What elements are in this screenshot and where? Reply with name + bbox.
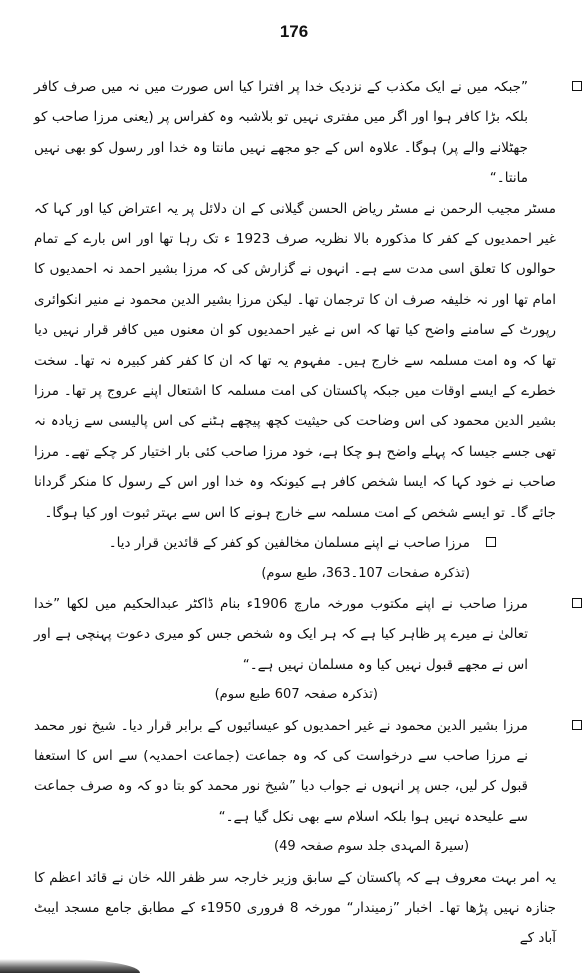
paragraph-text: مرزا بشیر الدین محمود نے غیر احمدیوں کو عیسائیوں کے برابر قرار دیا۔ شیخ نور محمد نے مرزا صاحب سے درخواست کی کہ وہ جماعت (جماعت احمدیہ) سے اس کا استعفا قبول کر لیں، جس پر انہوں نے جواب دیا ”شیخ نور محمد کو بتا دو کہ وہ صرف جماعت سے علیحدہ نہیں ہوا بلکہ اسلام سے بھی نکل گیا ہے۔“ xyxy=(34,717,528,825)
bullet-paragraph xyxy=(34,711,556,863)
page-number: 176 xyxy=(279,22,309,41)
bullet-paragraph xyxy=(34,528,556,589)
paragraph-text: یہ امر بہت معروف ہے کہ پاکستان کے سابق وزیر خارجہ سر ظفر اللہ خان نے قائد اعظم کا جنازہ نہیں پڑھا تھا۔ اخبار ”زمیندار“ مورخہ 8 فروری 1950ء کے مطابق جامع مسجد ایبٹ آباد کے xyxy=(34,869,556,947)
paragraph-text: مسٹر مجیب الرحمن نے مسٹر ریاض الحسن گیلانی کے ان دلائل پر یہ اعتراض کیا اور کہا کہ غیر احمدیوں کے کفر کا مذکورہ بالا نظریہ صرف 1923 ء تک رہا تھا اور اس بارے کے تمام حوالوں کا تعلق اسی مدت سے ہے۔ انہوں نے گزارش کی کہ مرزا بشیر احمد نہ احمدیوں کا امام تھا اور نہ خلیفہ صرف ان کا ترجمان تھا۔ لیکن مرزا بشیر الدین محمود نے منیر انکوائری رپورٹ کے سامنے واضح کیا تھا کہ اس نے غیر احمدیوں کو ان معنوں میں کافر قرار نہیں دیا تھا کہ وہ امت مسلمہ سے خارج ہیں۔ مفہوم یہ تھا کہ ان کا کفر کفر کبیرہ نہ تھا۔ سخت خطرے کے ایسے اوقات میں جبکہ پاکستان کی امت مسلمہ کا اشتعال اپنے عروج پر تھا۔ مرزا بشیر الدین محمود کی اس وضاحت کی حیثیت کچھ پیچھے ہٹنے کی اس پالیسی سے زیادہ نہ تھی جسے جیسا کہ پہلے واضح ہو چکا ہے، خود مرزا صاحب کئی بار اختیار کر چکے تھے۔ مرزا صاحب نے خود کہا کہ ایسا شخص کافر ہے کیونکہ وہ خدا اور اس کے رسول کا منکر گردانا جائے گا۔ تو ایسے شخص کے امت مسلمہ سے خارج ہونے کا اس سے بہتر ثبوت اور کیا ہوگا۔ xyxy=(34,200,556,521)
body-paragraph xyxy=(34,194,556,528)
reference-citation: (تذکرہ صفحات 107۔363، طبع سوم) xyxy=(261,565,470,581)
body-paragraph xyxy=(34,863,556,954)
paragraph-text: مرزا صاحب نے اپنے مسلمان مخالفین کو کفر کے قائدین قرار دیا۔ xyxy=(108,535,470,552)
paragraph-text: ”جبکہ میں نے ایک مکذب کے نزدیک خدا پر افترا کیا اس صورت میں نہ میں صرف کافر بلکہ بڑا کافر ہوا اور اگر میں مفتری نہیں تو بلاشبہ وہ کفراس پر (یعنی مرزا صاحب کو جھٹلانے والے پر) ہوگا۔ علاوہ اس کے جو مجھے نہیں مانتا وہ خدا اور رسول کو بھی نہیں مانتا۔“ xyxy=(34,79,528,187)
paragraph-text: مرزا صاحب نے اپنے مکتوب مورخہ مارچ 1906ء بنام ڈاکٹر عبدالحکیم میں لکھا ”خدا تعالیٰ نے میرے پر ظاہر کیا ہے کہ ہر ایک وہ شخص جس کو میری دعوت پہنچی ہے اور اس نے مجھے قبول نہیں کیا وہ مسلمان نہیں ہے۔“ xyxy=(34,595,528,673)
square-bullet-icon xyxy=(572,598,582,608)
scan-shadow xyxy=(0,959,140,973)
reference-citation: (تذکرہ صفحہ 607 طبع سوم) xyxy=(214,687,378,703)
quote-paragraph xyxy=(34,72,556,194)
page-body xyxy=(34,72,556,954)
reference-citation: (سیرۃ المہدی جلد سوم صفحہ 49) xyxy=(274,839,470,855)
square-bullet-icon xyxy=(572,81,582,91)
square-bullet-icon xyxy=(486,537,496,547)
square-bullet-icon xyxy=(572,720,582,730)
bullet-paragraph xyxy=(34,589,556,711)
